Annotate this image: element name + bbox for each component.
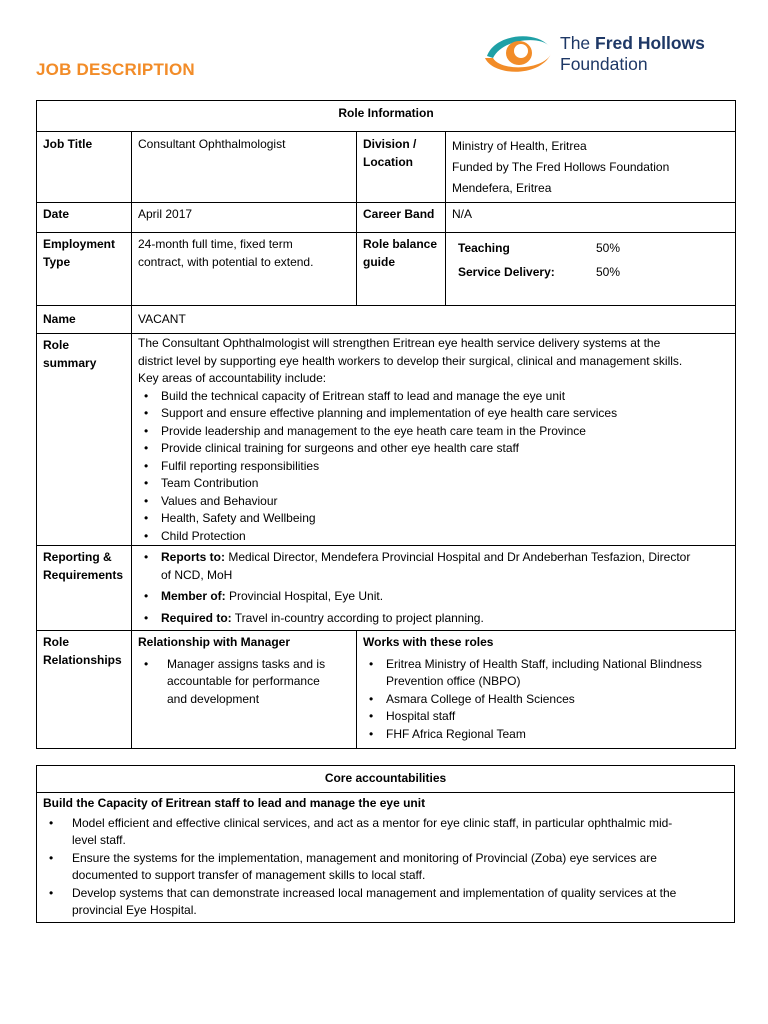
- reporting-text: of NCD, MoH: [161, 567, 233, 582]
- division-label-line: Location: [363, 154, 413, 169]
- reporting-value: [132, 546, 736, 631]
- division-line: Funded by The Fred Hollows Foundation: [452, 160, 670, 174]
- role-balance-label-line: Role balance: [363, 237, 438, 251]
- role-information-heading: Role Information: [37, 101, 736, 132]
- core-accountabilities-body: [37, 793, 735, 923]
- list-item: [138, 610, 729, 628]
- foundation-logo: [483, 25, 733, 81]
- relationships-label-line: Relationships: [43, 652, 122, 667]
- division-label-line: Division /: [363, 137, 417, 151]
- division-line: Mendefera, Eritrea: [452, 181, 552, 195]
- works-list: [363, 656, 729, 744]
- division-value: [446, 132, 736, 203]
- role-summary-label: Role summary: [37, 334, 132, 546]
- list-item: • Provide clinical training for surgeons and other eye health care staff: [138, 440, 729, 458]
- name-value: VACANT: [132, 306, 736, 334]
- reporting-label: [37, 546, 132, 631]
- list-item: • Values and Behaviour: [138, 493, 729, 511]
- logo-word-foundation: Foundation: [560, 54, 648, 74]
- list-item: [43, 885, 728, 920]
- list-item: • FHF Africa Regional Team: [363, 726, 729, 744]
- list-item: • Health, Safety and Wellbeing: [138, 510, 729, 528]
- list-item: [138, 588, 729, 606]
- page-title: JOB DESCRIPTION: [36, 60, 195, 79]
- employment-line: 24-month full time, fixed term: [138, 237, 293, 251]
- role-balance-label: [357, 233, 446, 306]
- eye-logo-icon: [483, 28, 555, 78]
- core-subheading: Build the Capacity of Eritrean staff to lead and manage the eye unit: [43, 796, 426, 810]
- works-heading: Works with these roles: [363, 635, 494, 649]
- career-band-label: Career Band: [357, 203, 446, 233]
- balance-row: [452, 236, 729, 260]
- role-relationships-label: [37, 631, 132, 749]
- works-with-roles: [357, 631, 736, 749]
- core-accountabilities-heading: Core accountabilities: [37, 766, 735, 793]
- job-title-value: Consultant Ophthalmologist: [132, 132, 357, 203]
- logo-word-the: The: [560, 33, 591, 53]
- list-item: • Support and ensure effective planning and implementation of eye health care services: [138, 405, 729, 423]
- role-summary-value: [132, 334, 736, 546]
- summary-line: The Consultant Ophthalmologist will strengthen Eritrean eye health service delivery systems at the: [138, 336, 661, 350]
- works-line: Prevention office (NBPO): [386, 674, 521, 688]
- manager-list: [138, 656, 350, 709]
- balance-key: Teaching: [458, 241, 510, 255]
- manager-heading: Relationship with Manager: [138, 635, 291, 649]
- manager-line: and development: [167, 691, 260, 706]
- role-information-table: [36, 100, 736, 749]
- list-item: • Child Protection: [138, 528, 729, 546]
- reporting-text: Medical Director, Mendefera Provincial Hospital and Dr Andeberhan Tesfazion, Director: [225, 550, 691, 564]
- reporting-list: [138, 549, 729, 627]
- reporting-key: Member of:: [161, 589, 226, 603]
- logo-text: [560, 33, 705, 75]
- division-label: [357, 132, 446, 203]
- job-title-label: Job Title: [37, 132, 132, 203]
- list-item: • Build the technical capacity of Eritrean staff to lead and manage the eye unit: [138, 388, 729, 406]
- core-line: provincial Eye Hospital.: [72, 903, 197, 917]
- list-item: [138, 549, 729, 584]
- employment-type-value: [132, 233, 357, 306]
- reporting-key: Required to:: [161, 610, 232, 625]
- accountability-list: [138, 388, 729, 546]
- list-item: [43, 850, 728, 885]
- list-item: [43, 815, 728, 850]
- core-line: • Ensure the systems for the implementation, management and monitoring of Provincial (Zoba) eye services are: [72, 850, 657, 865]
- summary-line: Key areas of accountability include:: [138, 371, 327, 385]
- logo-word-fred-hollows: Fred Hollows: [595, 33, 705, 53]
- works-line: • Eritrea Ministry of Health Staff, including National Blindness: [386, 656, 702, 671]
- name-label: Name: [37, 306, 132, 334]
- employment-label-line: Type: [43, 254, 71, 269]
- manager-line: accountable for performance: [167, 674, 320, 688]
- list-item: • Fulfil reporting responsibilities: [138, 458, 729, 476]
- list-item: • Asmara College of Health Sciences: [363, 691, 729, 709]
- reporting-label-line: Reporting &: [43, 550, 112, 564]
- date-label: Date: [37, 203, 132, 233]
- core-line: • Develop systems that can demonstrate increased local management and implementation of quality services at the: [72, 885, 677, 900]
- list-item: • Provide leadership and management to the eye heath care team in the Province: [138, 423, 729, 441]
- employment-line: contract, with potential to extend.: [138, 254, 314, 269]
- balance-value: 50%: [596, 265, 621, 279]
- reporting-text: Travel in-country according to project planning.: [231, 610, 484, 625]
- core-line: level staff.: [72, 833, 126, 847]
- summary-line: district level by supporting eye health workers to develop their surgical, clinical and management skills.: [138, 353, 683, 368]
- list-item: • Hospital staff: [363, 708, 729, 726]
- manager-relationship: [132, 631, 357, 749]
- core-accountabilities-table: [36, 765, 735, 923]
- employment-type-label: [37, 233, 132, 306]
- balance-value: 50%: [596, 241, 621, 255]
- role-balance-guide: [446, 233, 736, 306]
- list-item: [363, 656, 729, 691]
- list-item: [138, 656, 350, 709]
- balance-key: Service Delivery:: [458, 265, 555, 279]
- employment-label-line: Employment: [43, 237, 116, 251]
- division-line: Ministry of Health, Eritrea: [452, 139, 587, 153]
- reporting-label-line: Requirements: [43, 567, 124, 582]
- reporting-key: Reports to:: [161, 550, 225, 564]
- core-list: [43, 815, 728, 920]
- date-value: April 2017: [132, 203, 357, 233]
- core-line: • Model efficient and effective clinical services, and act as a mentor for eye clinic staff, in particular ophthalmic mid-: [72, 815, 673, 830]
- relationships-label-line: Role: [43, 635, 70, 649]
- balance-row: [452, 260, 729, 284]
- core-line: documented to support transfer of management skills to local staff.: [72, 868, 426, 882]
- list-item: • Team Contribution: [138, 475, 729, 493]
- manager-line: • Manager assigns tasks and is: [167, 656, 326, 671]
- career-band-value: N/A: [446, 203, 736, 233]
- reporting-text: Provincial Hospital, Eye Unit.: [225, 589, 384, 603]
- role-balance-label-line: guide: [363, 254, 395, 269]
